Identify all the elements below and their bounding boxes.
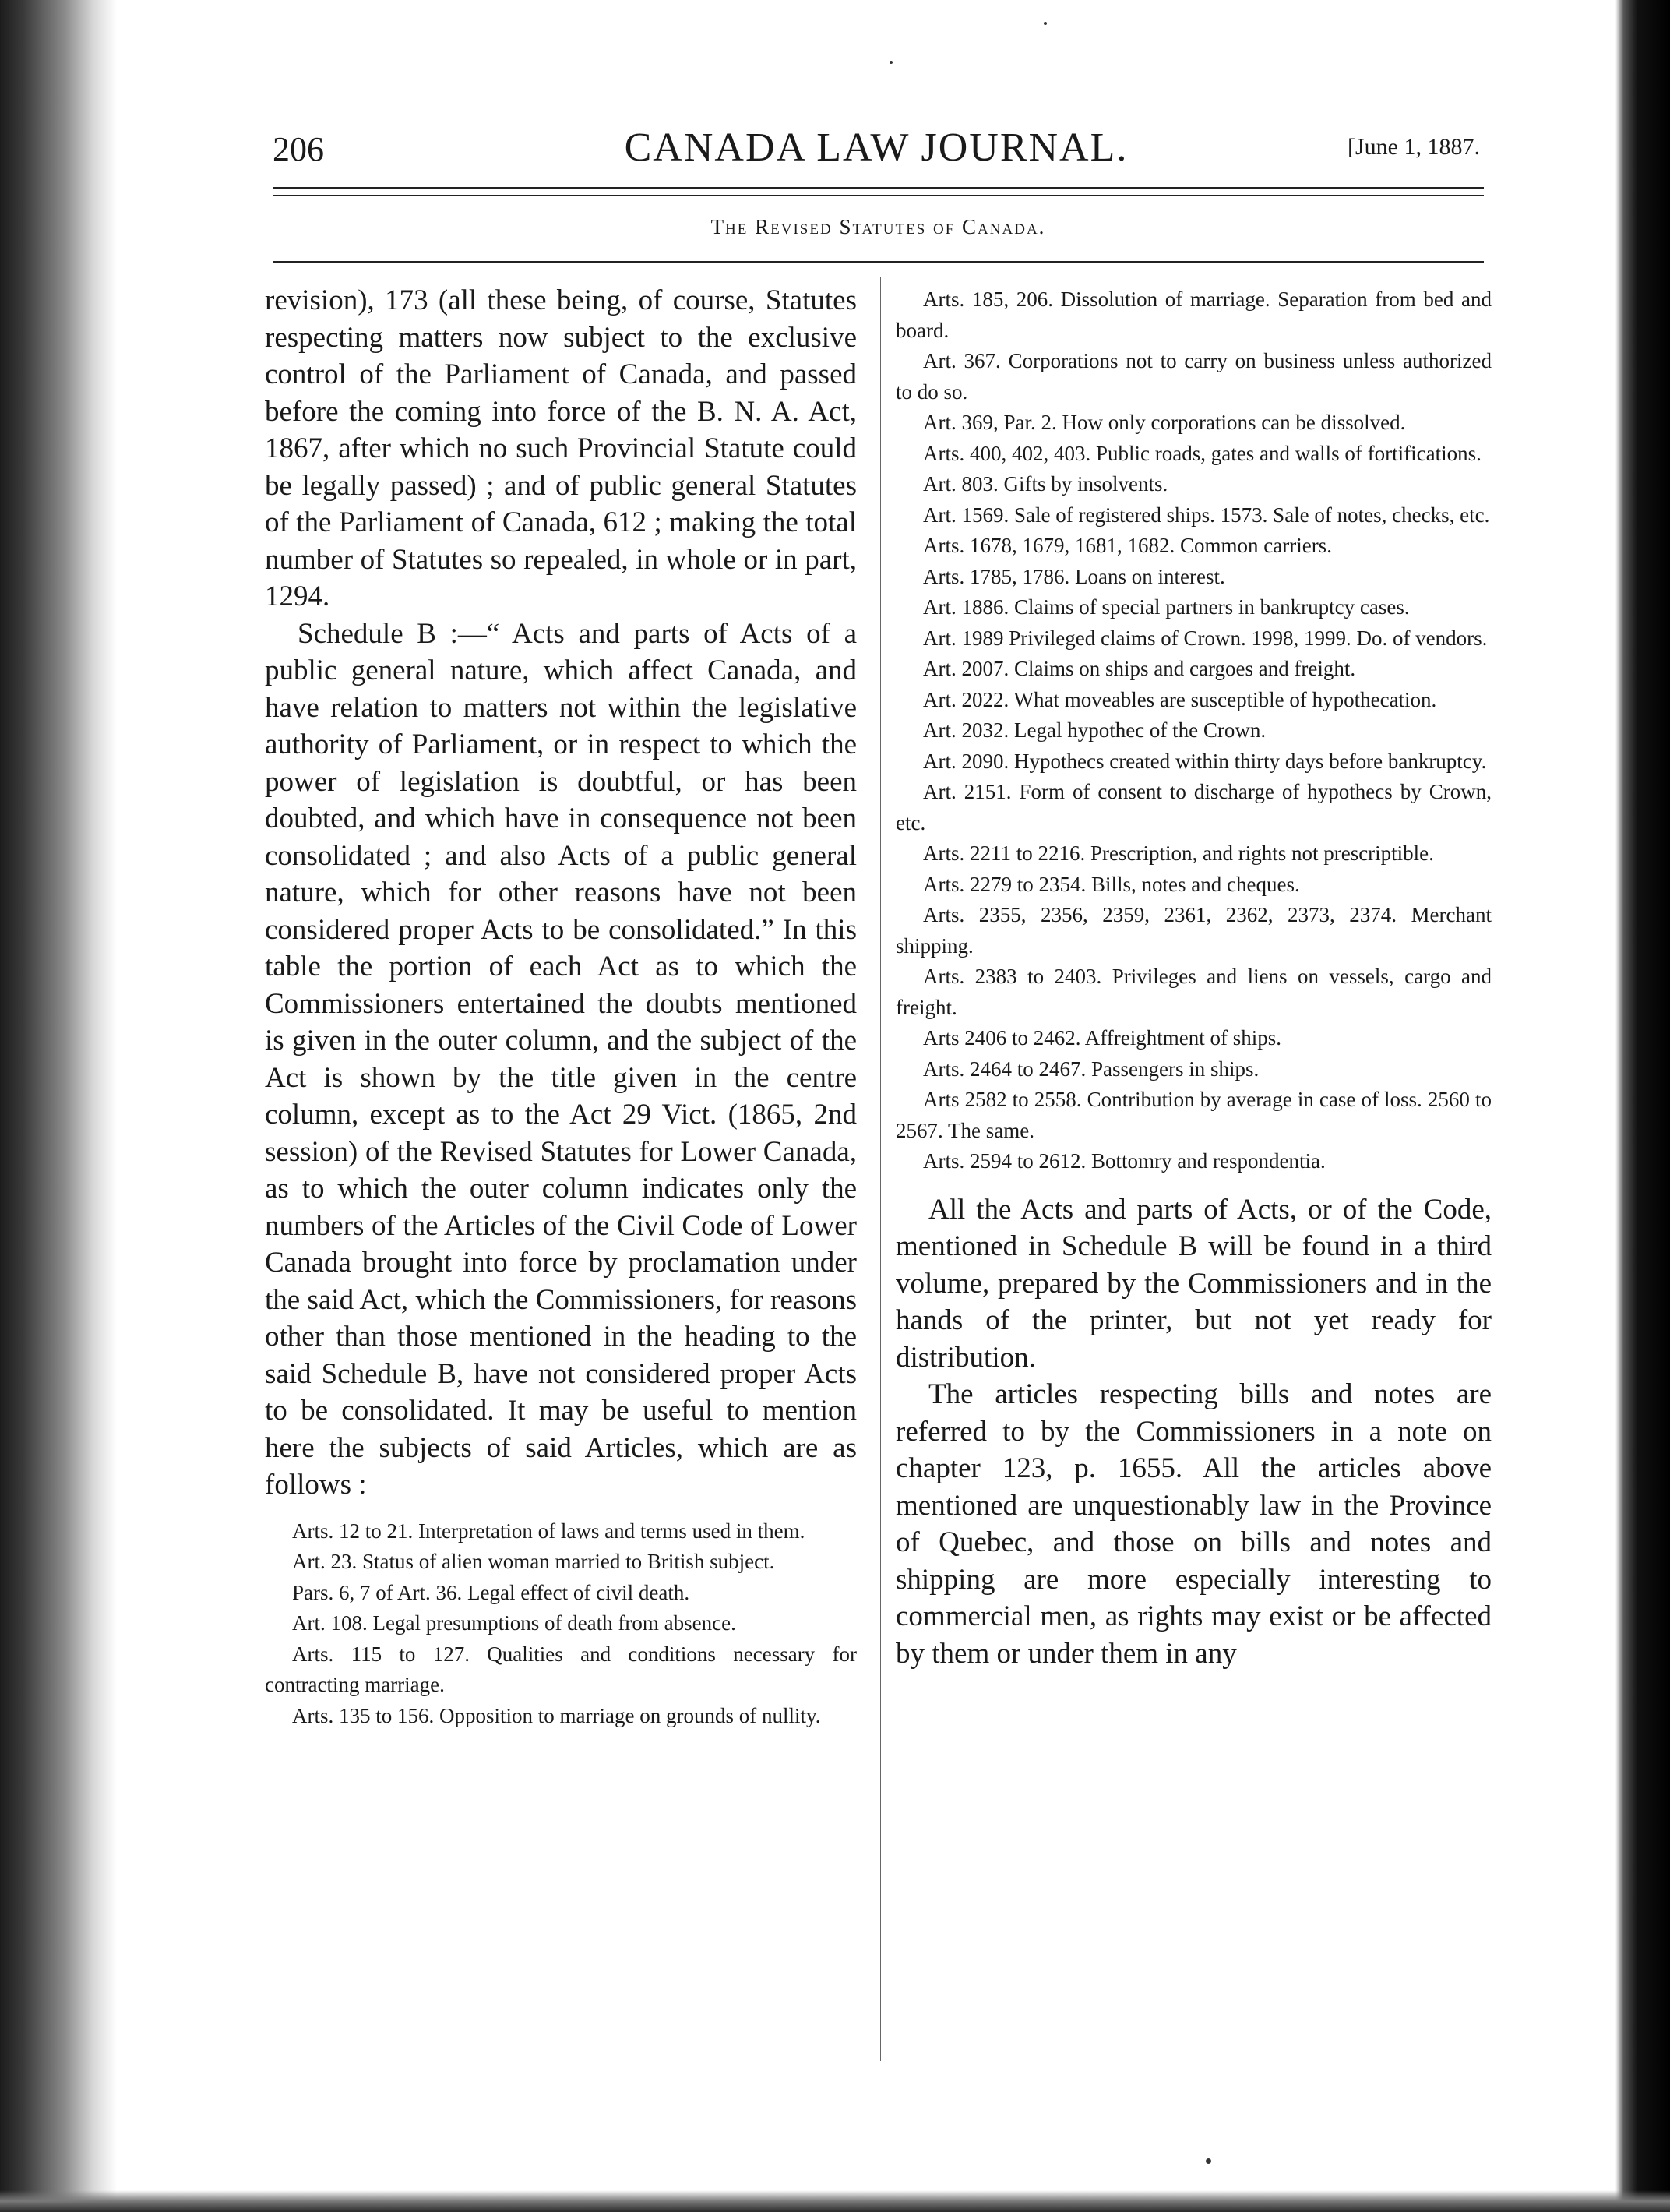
article-item: Art. 23. Status of alien woman married to British subject. (292, 1550, 775, 1573)
article-item: Art. 108. Legal presumptions of death from absence. (292, 1611, 736, 1635)
article-list (265, 1516, 857, 1732)
body-paragraph: The articles respecting bills and notes are referred to by the Commissioners in a note on chapter 123, p. 1655. All the articles above mentioned are unquestionably law in the Province of Quebec, and those on bills and notes and shipping are more especially interesting to commercial men, as rights may exist or be affected by them or under them in any (896, 1378, 1492, 1670)
print-speck (1044, 22, 1047, 25)
column-divider (880, 277, 881, 2061)
article-item: Arts. 1678, 1679, 1681, 1682. Common carriers. (923, 534, 1332, 557)
article-item: Arts. 185, 206. Dissolution of marriage. Separation from bed and board. (896, 288, 1492, 342)
article-item: Art. 803. Gifts by insolvents. (923, 472, 1168, 496)
section-title: The Revised Statutes of Canada. (710, 215, 1046, 238)
left-column (265, 282, 857, 1731)
article-item: Arts. 2594 to 2612. Bottomry and respondentia. (923, 1149, 1326, 1173)
article-item: Art. 369, Par. 2. How only corporations can be dissolved. (923, 411, 1406, 434)
body-paragraph: Schedule B :—“ Acts and parts of Acts of a public general nature, which affect Canada, and have relation to matters not within the legislative authority of Parliament, or in respect to which the power of legislation is doubtful, or has been doubted, and which have in consequence not been consolidated ; and also Acts of a public general nature, which for other reasons have not been considered proper Acts to be consolidated.” In this table the portion of each Act as to which the Commissioners entertained the doubts mentioned is given in the outer column, and the subject of the Act is shown by the title given in the centre column, except as to the Act 29 Vict. (1865, 2nd session) of the Revised Statutes for Lower Canada, as to which the outer column indicates only the numbers of the Articles of the Civil Code of Lower Canada brought into force by proclamation under the said Act, which the Commissioners, for reasons other than those mentioned in the heading to the said Schedule B, have not considered proper Acts to be consolidated. It may be useful to mention here the subjects of said Articles, which are as follows : (265, 617, 857, 1501)
right-column (896, 284, 1492, 1672)
article-item: Art. 2007. Claims on ships and cargoes and freight. (923, 657, 1356, 680)
scan-shadow-right (1615, 0, 1670, 2212)
article-item: Art. 2151. Form of consent to discharge of hypothecs by Crown, etc. (896, 780, 1492, 834)
scan-shadow-left (0, 0, 117, 2212)
article-item: Arts 2406 to 2462. Affreightment of ships. (923, 1026, 1281, 1050)
scan-shadow-bottom (0, 2190, 1670, 2212)
article-item: Arts 2582 to 2558. Contribution by average in case of loss. 2560 to 2567. The same. (896, 1088, 1492, 1142)
article-item: Arts. 1785, 1786. Loans on interest. (923, 564, 1225, 588)
article-item: Art. 2032. Legal hypothec of the Crown. (923, 718, 1267, 742)
page-number: 206 (273, 130, 324, 168)
article-item: Arts. 2464 to 2467. Passengers in ships. (923, 1057, 1260, 1081)
article-item: Arts. 2355, 2356, 2359, 2361, 2362, 2373, 2374. Merchant shipping. (896, 903, 1492, 958)
header-rule-bottom (273, 195, 1484, 196)
body-paragraph: All the Acts and parts of Acts, or of the Code, mentioned in Schedule B will be found in a third volume, prepared by the Commissioners and in the hands of the printer, but not yet ready for distribution. (896, 1193, 1492, 1374)
article-item: Arts. 2383 to 2403. Privileges and liens on vessels, cargo and freight. (896, 965, 1492, 1019)
article-item: Art. 2090. Hypothecs created within thirty days before bankruptcy. (923, 749, 1487, 773)
article-item: Art. 1989 Privileged claims of Crown. 1998, 1999. Do. of vendors. (923, 626, 1488, 650)
article-item: Art. 367. Corporations not to carry on business unless authorized to do so. (896, 349, 1492, 404)
article-item: Arts. 400, 402, 403. Public roads, gates and walls of fortifications. (923, 441, 1482, 465)
page-header (273, 125, 1480, 179)
issue-date: [June 1, 1887. (1348, 134, 1480, 160)
article-item: Arts. 12 to 21. Interpretation of laws and terms used in them. (292, 1519, 805, 1543)
section-rule (273, 261, 1484, 263)
journal-title: CANADA LAW JOURNAL. (624, 125, 1129, 170)
print-speck (890, 61, 893, 64)
article-item: Pars. 6, 7 of Art. 36. Legal effect of civil death. (292, 1580, 690, 1604)
body-paragraph: revision), 173 (all these being, of course, Statutes respecting matters now subject to the exclusive control of the Parliament of Canada, and passed before the coming into force of the B. N. A. Act, 1867, after which no such Provincial Statute could be legally passed) ; and of public general Statutes of the Parliament of Canada, 612 ; making the total number of Statutes so repealed, in whole or in part, 1294. (265, 284, 857, 612)
header-rule-top (273, 187, 1484, 189)
article-item: Arts. 115 to 127. Qualities and conditions necessary for contracting marriage. (265, 1642, 857, 1696)
article-item: Art. 1569. Sale of registered ships. 1573. Sale of notes, checks, etc. (923, 503, 1490, 527)
print-speck (1206, 2158, 1211, 2164)
article-item: Art. 1886. Claims of special partners in bankruptcy cases. (923, 595, 1410, 619)
article-item: Arts. 2279 to 2354. Bills, notes and cheques. (923, 872, 1300, 896)
article-item: Arts. 2211 to 2216. Prescription, and rights not prescriptible. (923, 841, 1434, 865)
article-item: Art. 2022. What moveables are susceptible of hypothecation. (923, 687, 1437, 711)
closing-text (896, 1191, 1492, 1673)
article-list (896, 284, 1492, 1177)
article-item: Arts. 135 to 156. Opposition to marriage on grounds of nullity. (292, 1703, 821, 1727)
